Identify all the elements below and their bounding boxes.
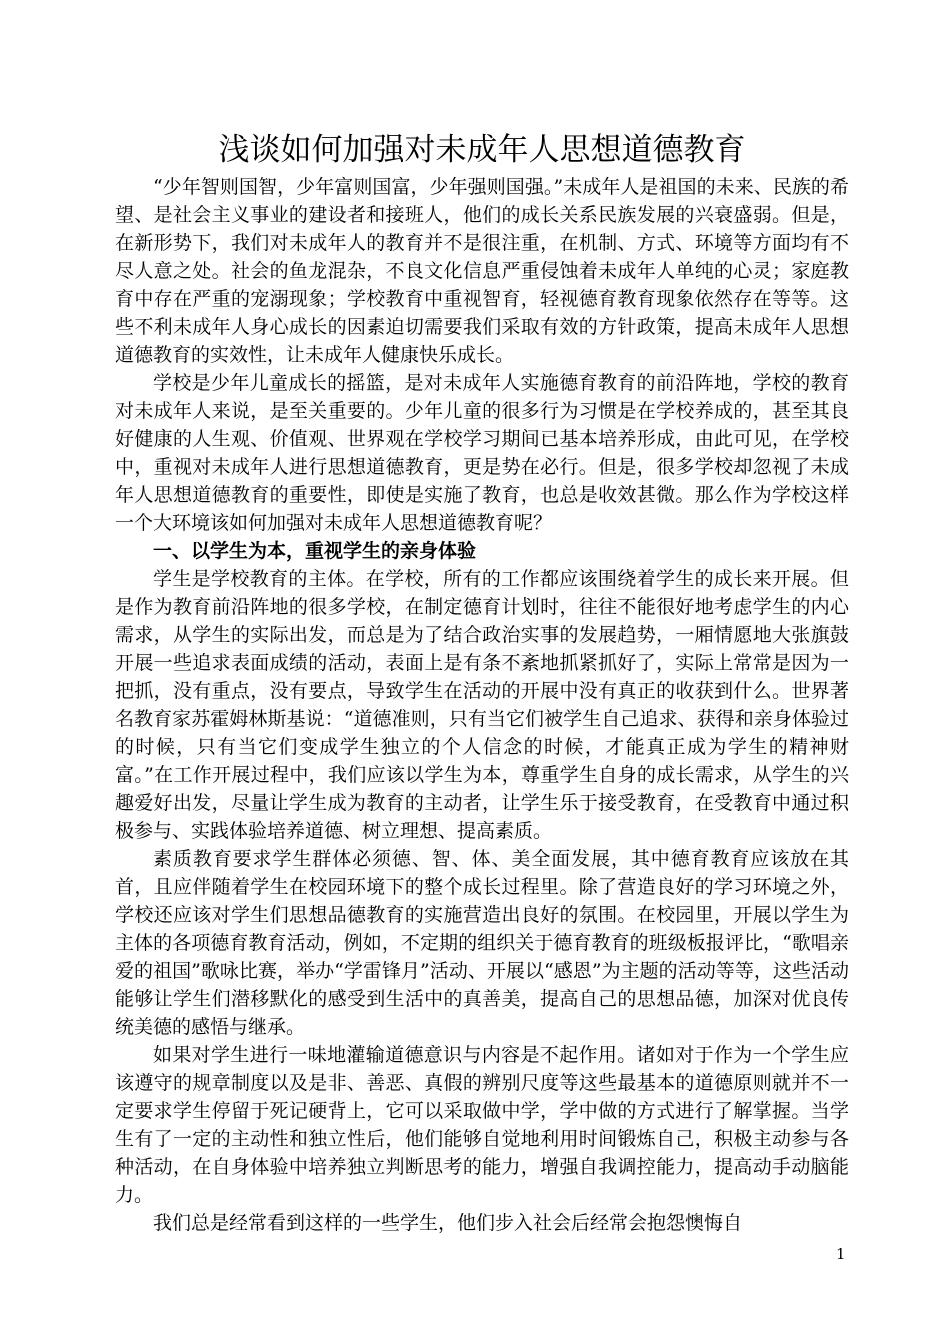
page-number: 1 [836, 1245, 846, 1263]
paragraph-continued: 我们总是经常看到这样的一些学生，他们步入社会后经常会抱怨懊悔自 [153, 1212, 743, 1234]
document-title: 浅谈如何加强对未成年人思想道德教育 [218, 132, 746, 168]
document-body [115, 128, 849, 1237]
paragraph-intro: “少年智则国智，少年富则国富，少年强则国强。”未成年人是祖国的未来、民族的希望、是社会主义事业的建设者和接班人，他们的成长关系民族发展的兴衰盛弱。但是，在新形势下，我们对未成年人的教育并不是很注重，在机制、方式、环境等方面均有不尽人意之处。社会的鱼龙混杂，不良文化信息严重侵蚀着未成年人单纯的心灵；家庭教育中存在严重的宠溺现象；学校教育中重视智育，轻视德育教育现象依然存在等等。这些不利未成年人身心成长的因素迫切需要我们采取有效的方针政策，提高未成年人思想道德教育的实效性，让未成年人健康快乐成长。 [115, 176, 849, 366]
section-heading-1: 一、以学生为本，重视学生的亲身体验 [153, 540, 477, 562]
paragraph-practice-learning: 如果对学生进行一味地灌输道德意识与内容是不起作用。诸如对于作为一个学生应该遵守的规章制度以及是非、善恶、真假的辨别尺度等这些最基本的道德原则就并不一定要求学生停留于死记硬背上，它可以采取做中学，学中做的方式进行了解掌握。当学生有了一定的主动性和独立性后，他们能够自觉地利用时间锻炼自己，积极主动参与各种活动，在自身体验中培养独立判断思考的能力，增强自我调控能力，提高动手动脑能力。 [115, 1044, 849, 1206]
paragraph-school-role: 学校是少年儿童成长的摇篮，是对未成年人实施德育教育的前沿阵地，学校的教育对未成年人来说，是至关重要的。少年儿童的很多行为习惯是在学校养成的，甚至其良好健康的人生观、价值观、世界观在学校学习期间已基本培养形成，由此可见，在学校中，重视对未成年人进行思想道德教育，更是势在必行。但是，很多学校却忽视了未成年人思想道德教育的重要性，即使是实施了教育，也总是收效甚微。那么作为学校这样一个大环境该如何加强对未成年人思想道德教育呢？ [115, 372, 849, 534]
paragraph-student-centered: 学生是学校教育的主体。在学校，所有的工作都应该围绕着学生的成长来开展。但是作为教育前沿阵地的很多学校，在制定德育计划时，往往不能很好地考虑学生的内心需求，从学生的实际出发，而总是为了结合政治实事的发展趋势，一厢情愿地大张旗鼓开展一些追求表面成绩的活动，表面上是有条不紊地抓紧抓好了，实际上常常是因为一把抓，没有重点，没有要点，导致学生在活动的开展中没有真正的收获到什么。世界著名教育家苏霍姆林斯基说：“道德准则，只有当它们被学生自己追求、获得和亲身体验过的时候，只有当它们变成学生独立的个人信念的时候，才能真正成为学生的精神财富。”在工作开展过程中，我们应该以学生为本，尊重学生自身的成长需求，从学生的兴趣爱好出发，尽量让学生成为教育的主动者，让学生乐于接受教育，在受教育中通过积极参与、实践体验培养道德、树立理想、提高素质。 [115, 568, 849, 842]
paragraph-quality-education: 素质教育要求学生群体必须德、智、体、美全面发展，其中德育教育应该放在其首，且应伴随着学生在校园环境下的整个成长过程里。除了营造良好的学习环境之外，学校还应该对学生们思想品德教育的实施营造出良好的氛围。在校园里，开展以学生为主体的各项德育教育活动，例如，不定期的组织关于德育教育的班级板报评比，“歌唱亲爱的祖国”歌咏比赛，举办“学雷锋月”活动、开展以“感恩”为主题的活动等等，这些活动能够让学生们潜移默化的感受到生活中的真善美，提高自己的思想品德，加深对优良传统美德的感悟与继承。 [115, 848, 849, 1038]
